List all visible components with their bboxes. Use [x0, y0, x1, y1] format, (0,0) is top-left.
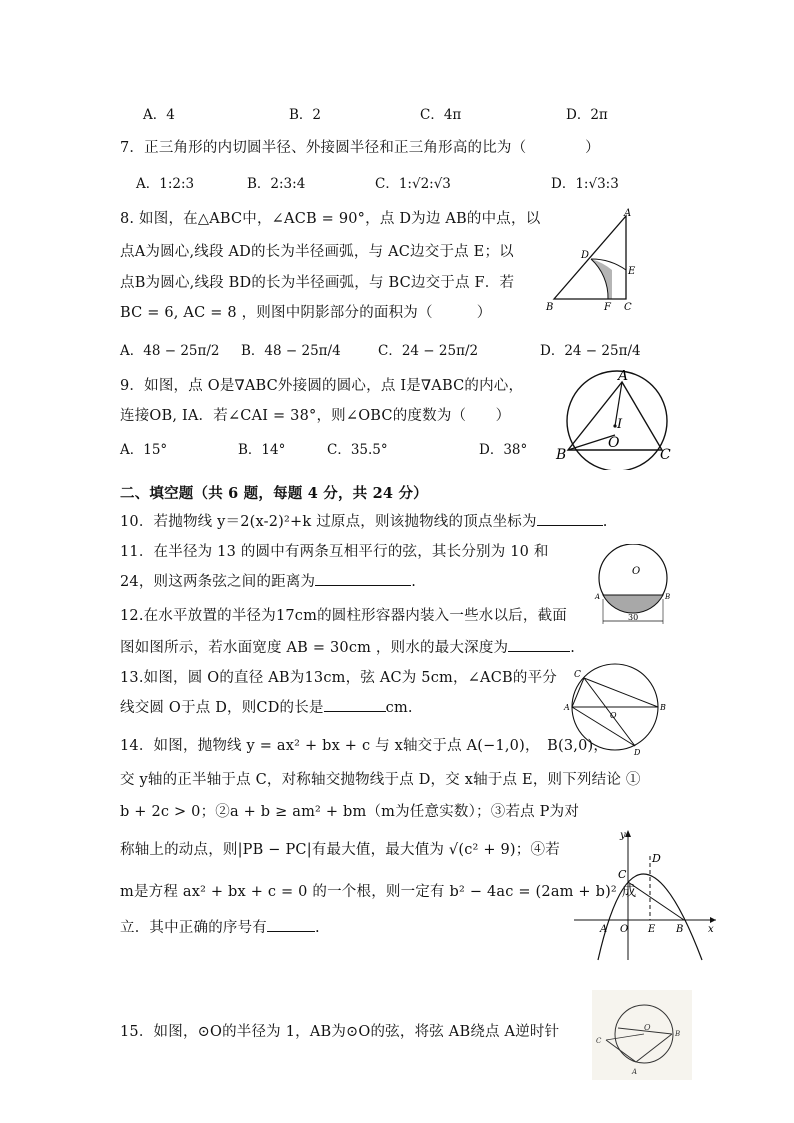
q14-label-o: O — [620, 924, 629, 935]
q9-circle-figure — [554, 370, 684, 470]
q12-label-30: 30 — [628, 613, 639, 622]
q14-label-d: D — [652, 852, 661, 865]
q10-text: 10．若抛物线 y＝2(x-2)²+k 过原点，则该抛物线的顶点坐标为 — [120, 514, 537, 530]
q13-label-c: C — [574, 670, 581, 680]
q8-label-c: C — [624, 302, 632, 313]
q8-option-d: D．24 − 25π/4 — [540, 343, 641, 359]
q12-answer-blank[interactable] — [508, 637, 570, 652]
q9-label-c: C — [660, 447, 671, 463]
q6-option-a: A．4 — [143, 107, 175, 123]
q10-end: . — [602, 514, 608, 530]
q14-label-a: A — [600, 924, 608, 935]
q8-option-c: C．24 − 25π/2 — [378, 343, 479, 359]
q9-line-2: 连接OB, IA．若∠CAI = 38°，则∠OBC的度数为（ ） — [120, 408, 511, 424]
q11-line-2-wrap — [120, 570, 416, 591]
q14-line-6: 立．其中正确的序号有 — [120, 920, 267, 936]
q12-line-2: 图如图所示，若水面宽度 AB = 30cm ，则水的最大深度为 — [120, 640, 509, 656]
q13-line-1: 13.如图，圆 O的直径 AB为13cm，弦 AC为 5cm，∠ACB的平分 — [120, 670, 557, 686]
q15-line-1: 15．如图，⊙O的半径为 1，AB为⊙O的弦，将弦 AB绕点 A逆时针 — [120, 1024, 560, 1040]
q14-line-5: m是方程 ax² + bx + c = 0 的一个根，则一定有 b² − 4ac = (2am + b)² 成 — [120, 884, 637, 900]
q7-option-c: C．1:√2:√3 — [375, 176, 451, 192]
section-2-title: 二、填空题（共 6 题，每题 4 分，共 24 分） — [120, 485, 428, 502]
q9-option-a: A．15° — [120, 442, 168, 458]
q11-end: . — [411, 574, 417, 590]
q12-end: . — [570, 640, 576, 656]
q8-line-1: 8. 如图，在△ABC中，∠ACB = 90°，点 D为边 AB的中点，以 — [120, 211, 541, 227]
q15-label-a: A — [632, 1068, 638, 1076]
q8-label-e: E — [628, 266, 636, 277]
q14-line-2: 交 y轴的正半轴于点 C，对称轴交抛物线于点 D，交 x轴于点 E，则下列结论 ① — [120, 772, 641, 788]
q13-end: cm. — [385, 700, 413, 716]
q7-option-d: D．1:√3:3 — [551, 176, 619, 192]
q9-label-i: I — [617, 417, 623, 432]
q14-line-1: 14．如图，抛物线 y = ax² + bx + c 与 x轴交于点 A(−1,0)， B(3,0)， — [120, 738, 609, 754]
q7-stem: 7．正三角形的内切圆半径、外接圆半径和正三角形高的比为（ ） — [120, 140, 600, 156]
q13-line-2: 线交圆 O于点 D，则CD的长是 — [120, 700, 324, 716]
q12-cylinder-figure — [594, 544, 680, 630]
q13-answer-blank[interactable] — [324, 697, 386, 712]
q14-answer-blank[interactable] — [267, 917, 315, 932]
q7-option-a: A．1:2:3 — [136, 176, 195, 192]
q14-line-3: b + 2c > 0；②a + b ≥ am² + bm（m为任意实数）；③若点 P为对 — [120, 804, 580, 820]
q13-label-d: D — [634, 748, 641, 757]
q9-option-b: B．14° — [238, 442, 286, 458]
q9-label-b: B — [556, 447, 567, 463]
q13-label-a: A — [564, 703, 570, 712]
q11-line-2: 24，则这两条弦之间的距离为 — [120, 574, 316, 590]
q14-end: . — [315, 920, 320, 936]
q9-line-1: 9．如图，点 O是∇ABC外接圆的圆心，点 I是∇ABC的内心， — [120, 378, 524, 394]
q8-label-a: A — [624, 208, 632, 219]
q14-line-4: 称轴上的动点，则|PB − PC|有最大值，最大值为 √(c² + 9)；④若 — [120, 842, 560, 858]
q8-label-b: B — [546, 302, 554, 313]
q14-label-e: E — [648, 924, 656, 935]
q13-label-b: B — [660, 703, 666, 712]
q6-option-c: C．4π — [420, 107, 462, 123]
q8-line-4: BC = 6, AC = 8 ，则图中阴影部分的面积为（ ） — [120, 305, 492, 321]
q15-label-o: O — [644, 1023, 651, 1032]
q9-option-c: C．35.5° — [327, 442, 388, 458]
q12-label-b: B — [665, 593, 671, 601]
q14-label-y: y — [620, 830, 626, 841]
q12-line-2-wrap — [120, 636, 575, 657]
q6-option-b: B．2 — [289, 107, 322, 123]
q8-label-d: D — [581, 250, 590, 261]
q13-label-o: O — [610, 711, 617, 720]
q14-label-c: C — [618, 868, 627, 881]
q11-line-1: 11．在半径为 13 的圆中有两条互相平行的弦，其长分别为 10 和 — [120, 544, 549, 560]
q14-label-x: x — [708, 924, 714, 935]
q6-option-d: D．2π — [566, 107, 608, 123]
q12-line-1: 12.在水平放置的半径为17cm的圆柱形容器内装入一些水以后，截面 — [120, 608, 567, 624]
q8-line-3: 点B为圆心,线段 BD的长为半径画弧，与 BC边交于点 F．若 — [120, 275, 515, 291]
q12-label-o: O — [632, 566, 641, 577]
q8-label-f: F — [604, 302, 611, 313]
q15-circle-figure — [592, 990, 692, 1080]
q15-label-b: B — [675, 1030, 681, 1038]
q10-line — [120, 510, 608, 531]
q9-label-a: A — [618, 370, 629, 384]
q11-answer-blank[interactable] — [315, 571, 411, 586]
q7-option-b: B．2:3:4 — [247, 176, 306, 192]
q8-line-2: 点A为圆心,线段 AD的长为半径画弧，与 AC边交于点 E；以 — [120, 244, 514, 260]
q8-option-b: B．48 − 25π/4 — [241, 343, 341, 359]
q8-triangle-figure — [540, 204, 645, 316]
q14-label-b: B — [676, 924, 684, 935]
q15-label-c: C — [596, 1037, 602, 1045]
q9-label-o: O — [608, 435, 620, 451]
q14-line-6-wrap — [120, 916, 320, 937]
q10-answer-blank[interactable] — [537, 511, 603, 526]
q12-label-a: A — [595, 593, 601, 601]
q8-option-a: A．48 − 25π/2 — [120, 343, 220, 359]
q9-option-d: D．38° — [479, 442, 528, 458]
q14-parabola-figure — [570, 826, 720, 962]
q13-line-2-wrap — [120, 696, 413, 717]
